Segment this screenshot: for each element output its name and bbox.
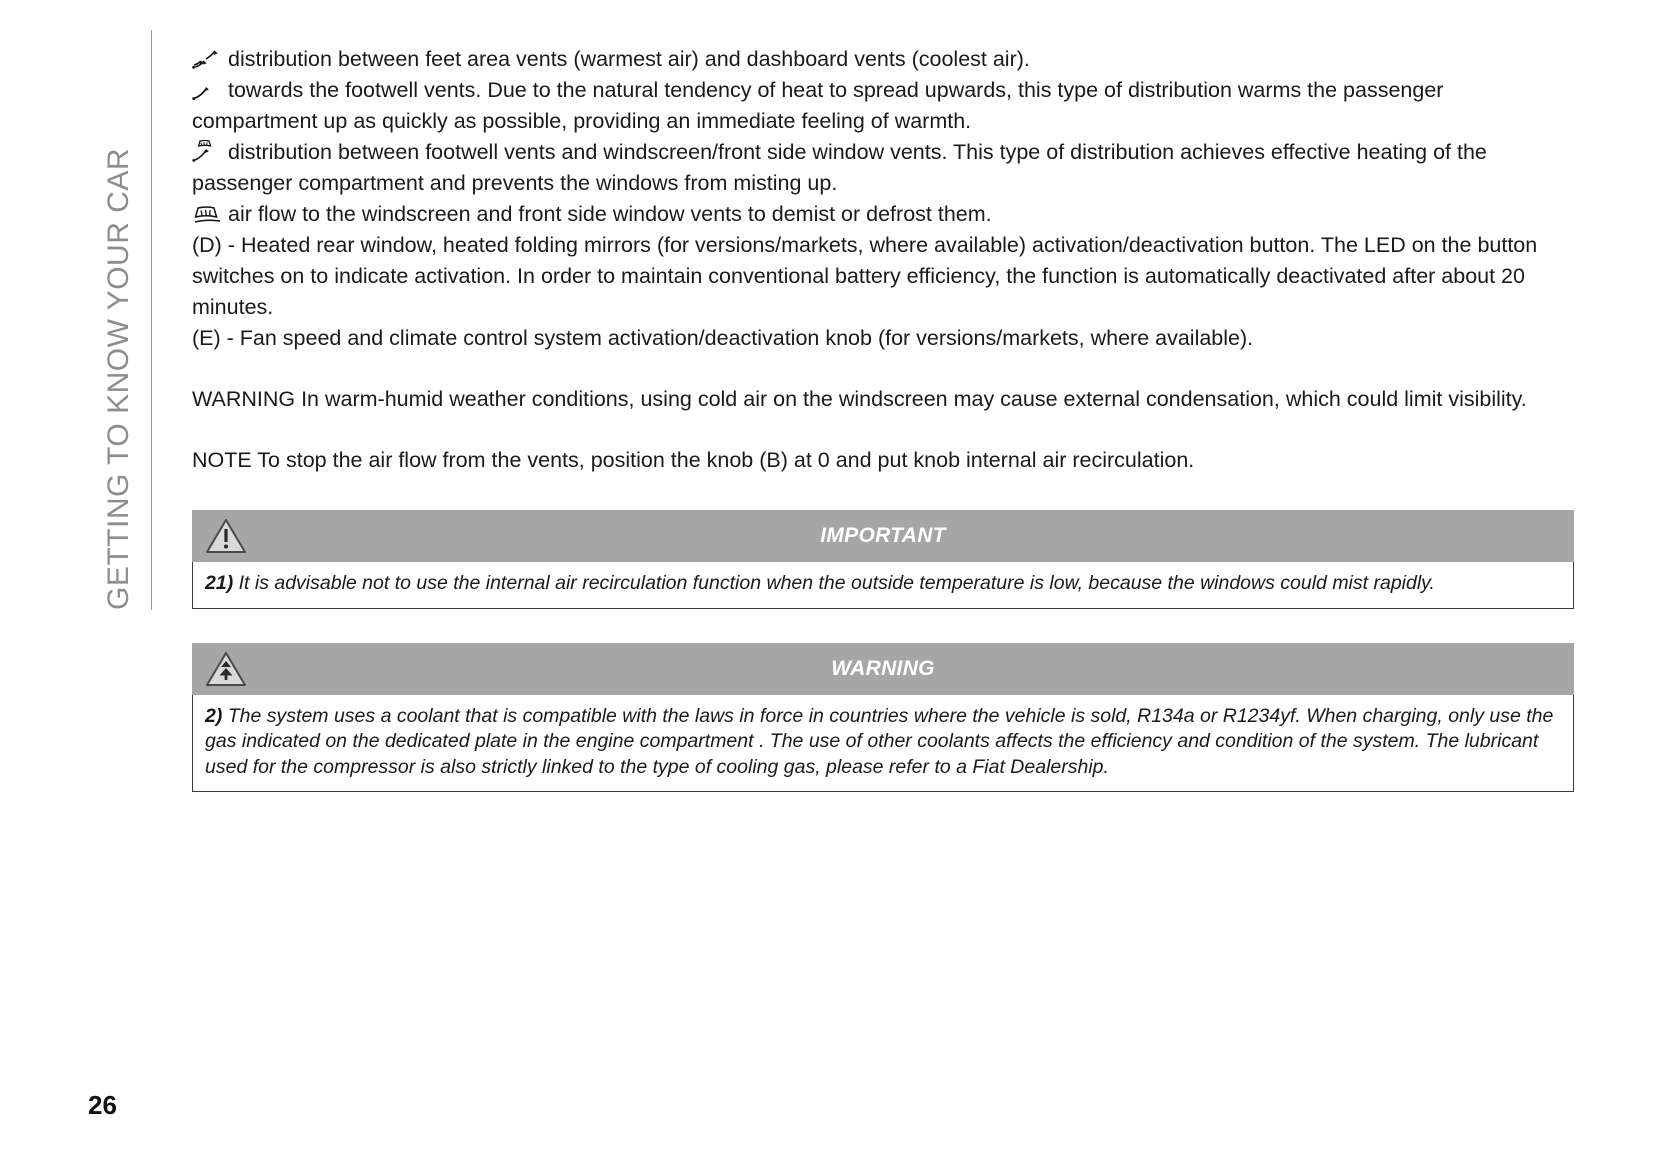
paragraph-warning-note: WARNING In warm-humid weather conditions, using cold air on the windscreen may cause external condensation, which could limit visibility.: [192, 387, 1527, 411]
paragraph-vent-feet-text: towards the footwell vents. Due to the natural tendency of heat to spread upwards, this type of distribution warms the passenger compartment up as quickly as possible, providing an immediate feeling of warmth.: [192, 78, 1444, 133]
callout-important-body: [192, 562, 1574, 609]
callout-important: [192, 510, 1574, 609]
page-content: [192, 44, 1574, 792]
callout-warning-ref: 2): [205, 704, 223, 727]
exclamation-triangle-icon: [200, 512, 252, 560]
paragraph-vent-screen: [192, 199, 1574, 230]
callout-important-title: IMPORTANT: [820, 524, 946, 547]
paragraph-vent-feet-dash: [192, 44, 1574, 75]
callout-warning-body: [192, 695, 1574, 793]
callout-important-text: It is advisable not to use the internal air recirculation function when the outside temperature is low, because the windows could mist rapidly.: [238, 572, 1435, 594]
vent-feet-and-dashboard-icon: [192, 48, 226, 70]
callout-warning-header: [192, 643, 1574, 695]
paragraph-vent-screen-text: air flow to the windscreen and front side window vents to demist or defrost them.: [228, 202, 992, 226]
paragraph-vent-feet-screen-text: distribution between footwell vents and windscreen/front side window vents. This type of distribution achieves effective heating of the passenger compartment and prevents the windows from misting up.: [192, 140, 1487, 195]
paragraph-note: NOTE To stop the air flow from the vents, position the knob (B) at 0 and put knob internal air recirculation.: [192, 448, 1195, 472]
paragraph-fan-speed-knob: (E) - Fan speed and climate control system activation/deactivation knob (for versions/markets, where available).: [192, 326, 1254, 350]
callout-warning-title: WARNING: [831, 656, 935, 680]
hazard-triangle-icon: [200, 645, 252, 693]
paragraph-vent-feet: [192, 75, 1574, 137]
vent-footwell-and-windscreen-icon: [192, 139, 226, 163]
callout-warning: [192, 643, 1574, 793]
paragraph-vent-feet-screen: [192, 137, 1574, 199]
callout-warning-text: The system uses a coolant that is compatible with the laws in force in countries where the vehicle is sold, R134a or R1234yf. When charging, only use the gas indicated on the dedicated plate in the engine compartment . The use of other coolants affects the efficiency and condition of the system. The lubricant used for the compressor is also strictly linked to the type of cooling gas, please refer to a Fiat Dealership.: [205, 704, 1554, 778]
chapter-rail-divider: [151, 30, 152, 610]
chapter-rail: [96, 30, 152, 610]
callout-important-header: [192, 510, 1574, 562]
callout-important-ref: 21): [205, 572, 234, 594]
paragraph-vent-feet-dash-text: distribution between feet area vents (warmest air) and dashboard vents (coolest air).: [228, 47, 1030, 71]
chapter-title: GETTING TO KNOW YOUR CAR: [102, 147, 135, 610]
vent-windscreen-defrost-icon: [192, 203, 226, 225]
page-number: 26: [88, 1090, 117, 1120]
vent-footwell-icon: [192, 79, 226, 101]
paragraph-heated-rear-window: (D) - Heated rear window, heated folding mirrors (for versions/markets, where available) activation/deactivation button. The LED on the button switches on to indicate activation. In order to maintain conventional battery efficiency, the function is automatically deactivated after about 20 minutes.: [192, 233, 1538, 319]
